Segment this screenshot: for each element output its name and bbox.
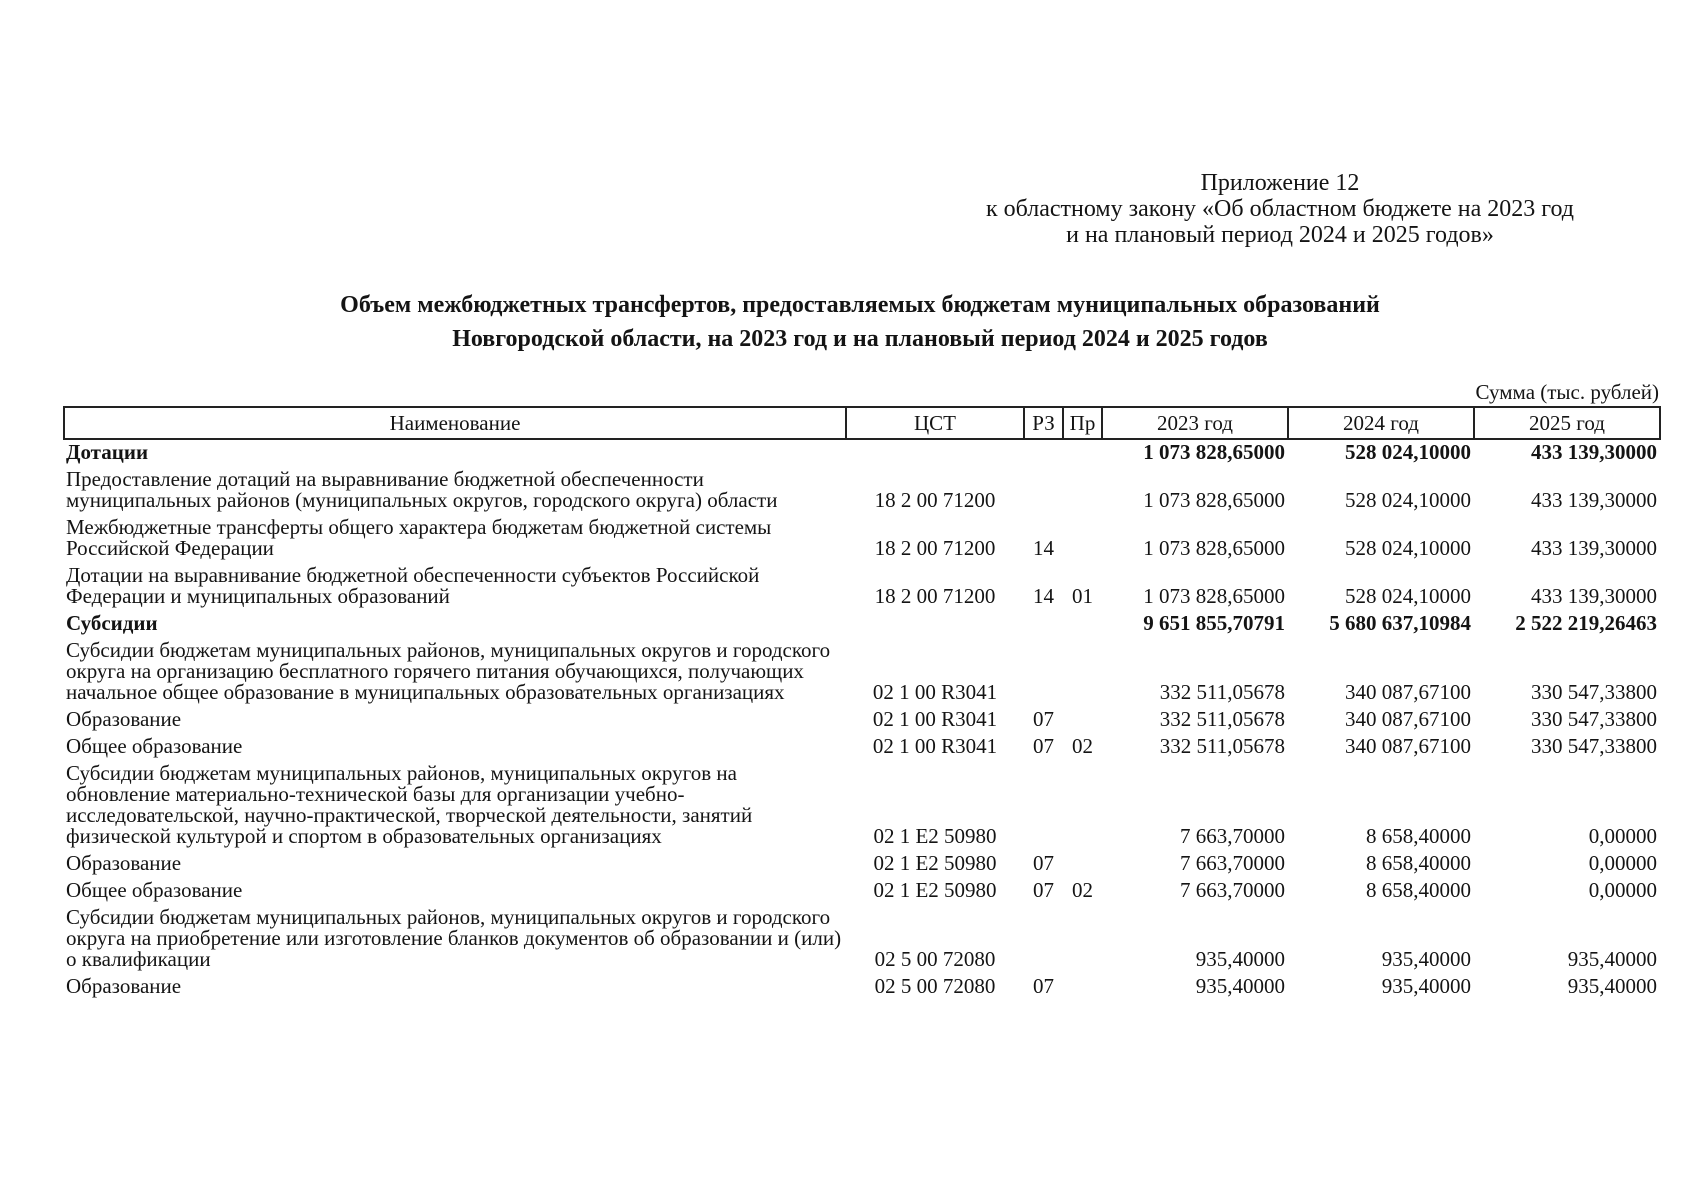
row-2025: 0,00000: [1588, 878, 1657, 902]
row-pr: [1063, 851, 1102, 878]
row-2023: 935,40000: [1195, 947, 1285, 971]
row-rz: 07: [1033, 878, 1054, 902]
row-2025: 2 522 219,26463: [1515, 611, 1657, 635]
row-2025: 935,40000: [1567, 947, 1657, 971]
row-pr: 01: [1072, 584, 1093, 608]
row-2023: 1 073 828,65000: [1143, 536, 1285, 560]
row-cst: 18 2 00 71200: [874, 536, 996, 560]
row-2024: 340 087,67100: [1345, 680, 1471, 704]
row-2024: 340 087,67100: [1345, 707, 1471, 731]
row-2023: 1 073 828,65000: [1143, 440, 1285, 464]
row-2024: 5 680 637,10984: [1329, 611, 1471, 635]
row-name: Образование: [66, 851, 182, 875]
row-2025: 330 547,33800: [1531, 680, 1657, 704]
row-2024: 935,40000: [1381, 974, 1471, 998]
row-name: Общее образование: [66, 734, 243, 758]
row-2025: 0,00000: [1588, 824, 1657, 848]
row-rz: 14: [1033, 584, 1054, 608]
table-row: [64, 515, 1660, 563]
header-2025: 2025 год: [1474, 407, 1660, 439]
row-2025: 935,40000: [1567, 974, 1657, 998]
row-pr: [1063, 905, 1102, 974]
row-pr: [1063, 761, 1102, 851]
row-pr: [1063, 439, 1102, 467]
table-body: [64, 439, 1660, 1001]
row-pr: [1063, 707, 1102, 734]
row-2024: 528 024,10000: [1345, 488, 1471, 512]
row-2025: 433 139,30000: [1531, 536, 1657, 560]
row-2023: 1 073 828,65000: [1143, 584, 1285, 608]
row-2024: 340 087,67100: [1345, 734, 1471, 758]
header-pr: Пр: [1063, 407, 1102, 439]
row-pr: [1063, 515, 1102, 563]
section-row: [64, 611, 1660, 638]
row-2023: 7 663,70000: [1180, 824, 1285, 848]
row-rz: 07: [1033, 707, 1054, 731]
row-rz: [1024, 611, 1063, 638]
row-cst: [846, 611, 1024, 638]
row-name: Образование: [66, 707, 182, 731]
row-rz: [1024, 905, 1063, 974]
header-name: Наименование: [64, 407, 846, 439]
row-name: Образование: [66, 974, 182, 998]
row-cst: 02 1 00 R3041: [872, 680, 998, 704]
row-pr: 02: [1072, 734, 1093, 758]
row-2023: 332 511,05678: [1159, 734, 1285, 758]
row-2023: 7 663,70000: [1180, 878, 1285, 902]
row-cst: 18 2 00 71200: [874, 488, 996, 512]
table-row: [64, 563, 1660, 611]
row-cst: 02 1 E2 50980: [873, 878, 997, 902]
row-rz: [1024, 467, 1063, 515]
row-2025: 330 547,33800: [1531, 707, 1657, 731]
row-2023: 9 651 855,70791: [1143, 611, 1285, 635]
table-row: [64, 761, 1660, 851]
row-name: Субсидии бюджетам муниципальных районов, муниципальных округов и городского округа на приобретение или изготовление бланков документов об образовании и (или) о квалификации: [66, 905, 842, 971]
row-2023: 1 073 828,65000: [1143, 488, 1285, 512]
row-cst: 02 1 E2 50980: [873, 824, 997, 848]
row-rz: 07: [1033, 974, 1054, 998]
row-name: Субсидии: [66, 611, 158, 635]
header-rz: РЗ: [1024, 407, 1063, 439]
row-cst: 02 5 00 72080: [874, 974, 996, 998]
table-row: [64, 707, 1660, 734]
row-2024: 8 658,40000: [1366, 851, 1471, 875]
table-row: [64, 878, 1660, 905]
row-2024: 8 658,40000: [1366, 824, 1471, 848]
table-row: [64, 905, 1660, 974]
appendix-period-line: и на плановый период 2024 и 2025 годов»: [1066, 222, 1494, 248]
row-name: Субсидии бюджетам муниципальных районов, муниципальных округов и городского округа на организацию бесплатного горячего питания обучающихся, получающих начальное общее образование в муниципальных образовательных организациях: [66, 638, 831, 704]
row-cst: 02 1 00 R3041: [872, 707, 998, 731]
row-rz: 14: [1033, 536, 1054, 560]
row-pr: [1063, 467, 1102, 515]
row-name: Дотации на выравнивание бюджетной обеспеченности субъектов Российской Федерации и муниципальных образований: [66, 563, 760, 608]
header-cst: ЦСТ: [846, 407, 1024, 439]
section-row: [64, 439, 1660, 467]
row-name: Межбюджетные трансферты общего характера бюджетам бюджетной системы Российской Федерации: [66, 515, 772, 560]
row-pr: [1063, 638, 1102, 707]
transfers-table: [63, 406, 1661, 1001]
row-name: Общее образование: [66, 878, 243, 902]
table-row: [64, 974, 1660, 1001]
units-label: Сумма (тыс. рублей): [1475, 380, 1659, 404]
row-2025: 433 139,30000: [1531, 488, 1657, 512]
row-cst: 02 1 00 R3041: [872, 734, 998, 758]
row-cst: 02 5 00 72080: [874, 947, 996, 971]
row-2024: 528 024,10000: [1345, 536, 1471, 560]
row-name: Дотации: [66, 440, 149, 464]
row-2025: 433 139,30000: [1531, 440, 1657, 464]
row-2024: 528 024,10000: [1345, 440, 1471, 464]
row-2024: 8 658,40000: [1366, 878, 1471, 902]
appendix-number: Приложение 12: [1200, 170, 1360, 196]
row-2024: 528 024,10000: [1345, 584, 1471, 608]
header-2023: 2023 год: [1102, 407, 1288, 439]
row-2025: 433 139,30000: [1531, 584, 1657, 608]
row-2023: 332 511,05678: [1159, 680, 1285, 704]
document-title: [160, 288, 1560, 356]
row-2025: 330 547,33800: [1531, 734, 1657, 758]
row-rz: 07: [1033, 734, 1054, 758]
table-row: [64, 734, 1660, 761]
row-rz: [1024, 439, 1063, 467]
row-name: Субсидии бюджетам муниципальных районов, муниципальных округов на обновление материально-технической базы для организации учебно-исследовательской, научно-практической, творческой деятельности, занятий физической культурой и спортом в образовательных организациях: [66, 761, 753, 848]
row-rz: [1024, 761, 1063, 851]
row-2023: 332 511,05678: [1159, 707, 1285, 731]
row-cst: 02 1 E2 50980: [873, 851, 997, 875]
row-pr: [1063, 974, 1102, 1001]
row-cst: 18 2 00 71200: [874, 584, 996, 608]
row-cst: [846, 439, 1024, 467]
row-pr: 02: [1072, 878, 1093, 902]
row-2025: 0,00000: [1588, 851, 1657, 875]
title-line-2: Новгородской области, на 2023 год и на плановый период 2024 и 2025 годов: [452, 326, 1268, 352]
table-row: [64, 851, 1660, 878]
table-row: [64, 638, 1660, 707]
appendix-header: [900, 170, 1660, 248]
title-line-1: Объем межбюджетных трансфертов, предоставляемых бюджетам муниципальных образований: [340, 292, 1380, 318]
row-2023: 7 663,70000: [1180, 851, 1285, 875]
row-2024: 935,40000: [1381, 947, 1471, 971]
row-rz: [1024, 638, 1063, 707]
table-header: [64, 407, 1660, 439]
row-name: Предоставление дотаций на выравнивание бюджетной обеспеченности муниципальных районов (муниципальных округов, городского округа) области: [66, 467, 778, 512]
row-2023: 935,40000: [1195, 974, 1285, 998]
table-row: [64, 467, 1660, 515]
header-2024: 2024 год: [1288, 407, 1474, 439]
row-rz: 07: [1033, 851, 1054, 875]
row-pr: [1063, 611, 1102, 638]
appendix-law-line: к областному закону «Об областном бюджете на 2023 год: [986, 196, 1574, 222]
